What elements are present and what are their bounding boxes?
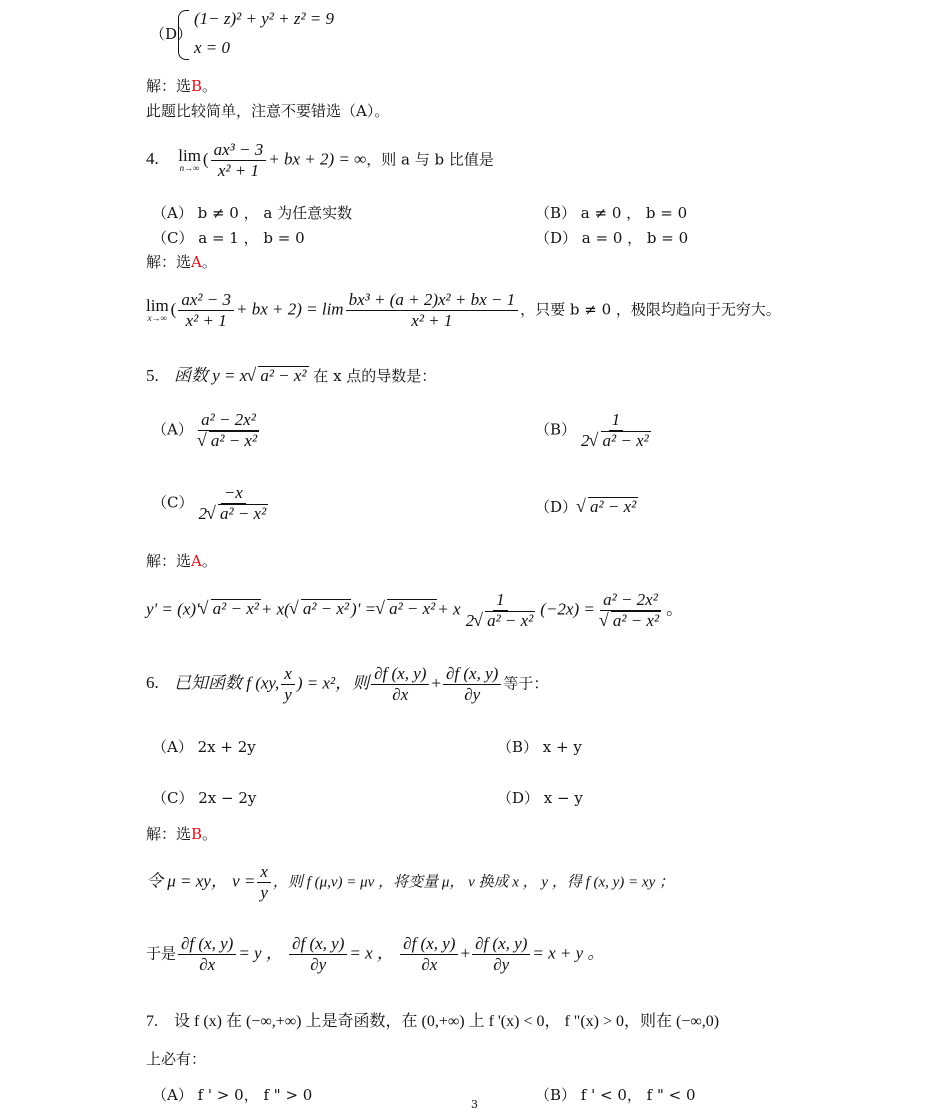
frac-num: ∂f (x, y) — [472, 934, 530, 955]
answer-suffix: 。 — [202, 825, 218, 843]
fraction — [371, 664, 429, 705]
sol-part: + x — [437, 599, 461, 619]
radicand: a² − x² — [212, 599, 259, 619]
q4-stem: 4. lim n→∞ ( $\frac{\text{ax³ − 3}}{\text{x² + 1}}$ + bx + 2) = ∞，则 a 与 b 比值是 — [146, 140, 494, 180]
frac-den: y — [260, 883, 268, 902]
sqrt — [207, 504, 268, 524]
question-number: 5. — [146, 366, 159, 385]
frac-den — [195, 504, 271, 524]
sqrt — [247, 366, 308, 386]
answer-prefix: 解：选 — [146, 77, 192, 95]
sol-part: (−2x) = — [540, 599, 595, 619]
frac-den — [463, 611, 539, 631]
answer-prefix: 解：选 — [146, 253, 192, 271]
sqrt — [590, 431, 651, 451]
radicand: a² − x² — [487, 611, 534, 630]
frac-den: y — [284, 685, 292, 704]
q4-option-c: （C） a = 1 ， b = 0 — [152, 229, 305, 247]
frac-den: ∂y — [493, 955, 510, 974]
sol-pre: 令 μ = xy， ν = — [146, 871, 256, 891]
fraction — [472, 934, 530, 975]
q6-answer — [146, 824, 217, 844]
sqrt — [474, 611, 535, 631]
answer-letter: A — [191, 552, 202, 570]
q7-option-b: （B） f ' < 0， f " < 0 — [535, 1086, 696, 1104]
fraction — [281, 664, 295, 705]
q6-solution-line2 — [146, 934, 604, 975]
frac-num: a² − 2x² — [198, 410, 259, 431]
fraction — [578, 410, 654, 451]
sol-end: 。 — [666, 599, 684, 619]
frac-den: x² + 1 — [411, 311, 453, 330]
q3-note: 此题比较简单，注意不要错选（A）。 — [146, 102, 390, 120]
q5-stem — [146, 366, 436, 386]
fraction — [443, 664, 501, 705]
radicand: a² − x² — [210, 431, 258, 450]
sol-part: )' = — [351, 599, 377, 619]
radicand: a² − x² — [590, 497, 637, 516]
frac-den — [597, 611, 664, 631]
lim-under: x→∞ — [147, 312, 168, 323]
limit-operator — [146, 295, 169, 323]
option-label: （A） — [152, 420, 193, 439]
plus-sign: + — [460, 943, 471, 963]
frac-num: ∂f (x, y) — [443, 664, 501, 685]
answer-suffix: 。 — [201, 552, 217, 570]
q6-stem — [146, 664, 548, 705]
sol-part: + x( — [260, 599, 290, 619]
stem-tail: 在 x 点的导数是： — [308, 367, 437, 385]
radicand: a² − x² — [302, 599, 350, 619]
sol-part: = x + y 。 — [532, 943, 605, 963]
q4-rest: + bx + 2) = ∞ — [268, 149, 367, 169]
q7-stem — [146, 1012, 719, 1032]
sqrt — [600, 611, 661, 631]
option-label: （D） — [535, 498, 578, 516]
fraction — [597, 590, 664, 631]
q4-stem-tail: ，则 a 与 b 比值是 — [366, 150, 494, 169]
fraction — [195, 483, 271, 524]
q4-option-b: （B） a ≠ 0 ， b = 0 — [535, 204, 688, 222]
q5-answer — [146, 551, 217, 571]
stem-text: 设 f (x) 在 (−∞,+∞) 上是奇函数，在 (0,+∞) 上 f '(x) < 0， f "(x) > 0，则在 (−∞,0) — [174, 1013, 720, 1030]
q5-option-a — [152, 410, 264, 451]
frac-num: ∂f (x, y) — [400, 934, 458, 955]
question-number: 7. — [146, 1013, 158, 1030]
frac-den: ∂y — [310, 955, 327, 974]
fraction — [463, 590, 539, 631]
q5-option-b — [535, 410, 656, 451]
frac-num: ax³ − 3 — [211, 140, 267, 161]
radicand: a² − x² — [260, 366, 307, 385]
frac-den: x² + 1 — [217, 161, 259, 180]
sol-mid: + bx + 2) = lim — [235, 299, 344, 319]
sol-tail: ，只要 b ≠ 0 ，极限均趋向于无穷大。 — [520, 300, 781, 319]
answer-suffix: 。 — [202, 77, 218, 95]
frac-num: ∂f (x, y) — [371, 664, 429, 685]
q3-system-eq2: x = 0 — [194, 38, 231, 57]
answer-letter: B — [191, 77, 203, 95]
q6-solution-line1 — [146, 862, 674, 903]
q5-solution — [146, 590, 683, 631]
frac-den: ∂x — [199, 955, 216, 974]
den-pre: 2 — [465, 611, 475, 630]
q7-option-a: （A） f ' > 0， f " > 0 — [152, 1086, 313, 1104]
fraction — [195, 410, 262, 451]
q5-option-c — [152, 483, 273, 524]
sol-tail: ，则 f (μ,ν) = μν ，将变量 μ， ν 换成 x ， y ，得 f (x, y) = xy ； — [272, 874, 674, 891]
page-number: 3 — [471, 1098, 478, 1111]
q4-option-a: （A） b ≠ 0 ， a 为任意实数 — [152, 204, 353, 222]
option-label: （C） — [152, 493, 194, 512]
sqrt — [198, 431, 259, 451]
q6-option-d: （D） x − y — [497, 789, 583, 807]
frac-num: x — [281, 664, 295, 685]
answer-prefix: 解：选 — [146, 825, 192, 843]
q7-stem-line2: 上必有： — [146, 1050, 207, 1068]
frac-num: −x — [221, 483, 246, 504]
frac-den — [578, 431, 654, 451]
q6-option-c: （C） 2x − 2y — [152, 789, 257, 807]
frac-num: ∂f (x, y) — [289, 934, 347, 955]
radicand: a² − x² — [602, 431, 649, 450]
frac-num: ∂f (x, y) — [178, 934, 236, 955]
stem-pre: 函数 y = x — [174, 366, 248, 385]
sol-part: = x ， — [349, 943, 394, 963]
radicand: a² − x² — [389, 599, 436, 619]
fraction — [178, 934, 236, 975]
q4-solution: lim x→∞ ( $\frac{\text{ax² − 3}}{\text{x² + 1}}$ + bx + 2) = lim $\frac{\text{bx³ + (a + 2)x² + bx − 1}}{\text{x² + 1}}$ ，只要 b ≠ 0 ，极限均趋向于无穷大。 — [146, 290, 781, 330]
q3-system-eq1: (1− z)² + y² + z² = 9 — [194, 9, 335, 28]
q6-option-b: （B） x + y — [497, 738, 582, 756]
answer-letter: B — [191, 825, 203, 843]
stem-mid: ) = x²，则 — [296, 673, 370, 693]
fraction — [178, 290, 234, 331]
answer-letter: A — [191, 253, 202, 271]
stem-pre: 已知函数 f (xy, — [174, 673, 280, 693]
frac-den: x² + 1 — [185, 311, 227, 330]
answer-suffix: 。 — [201, 253, 217, 271]
fraction — [400, 934, 458, 975]
radicand: a² − x² — [219, 504, 267, 523]
sol-pre: 于是 — [146, 944, 177, 963]
den-pre: 2 — [581, 431, 590, 450]
q4-option-d: （D） a = 0 ， b = 0 — [535, 229, 689, 247]
frac-num: 1 — [609, 410, 624, 431]
question-number: 6. — [146, 673, 159, 693]
sqrt — [290, 599, 351, 619]
frac-num: bx³ + (a + 2)x² + bx − 1 — [346, 290, 519, 311]
plus-sign: + — [431, 673, 442, 693]
sqrt — [376, 599, 437, 619]
fraction — [346, 290, 519, 331]
sol-part: y' = (x)' — [146, 599, 200, 619]
frac-num: x — [257, 862, 271, 883]
q4-answer — [146, 252, 217, 272]
frac-den: ∂x — [421, 955, 438, 974]
q3-option-d-label: （D） — [150, 25, 193, 43]
lim-text: lim — [146, 295, 169, 315]
stem-tail: 等于： — [503, 674, 549, 693]
option-label: （B） — [535, 420, 577, 439]
fraction — [289, 934, 347, 975]
question-number: 4. — [146, 149, 159, 169]
den-pre: 2 — [198, 504, 207, 523]
limit-operator — [178, 145, 201, 173]
sol-part: = y ， — [238, 943, 283, 963]
fraction — [211, 140, 267, 181]
frac-num: ax² − 3 — [178, 290, 234, 311]
lim-text: lim — [178, 145, 201, 165]
q3-answer — [146, 76, 217, 96]
frac-den: ∂y — [464, 685, 481, 704]
q3-system-brace — [178, 10, 189, 60]
answer-prefix: 解：选 — [146, 552, 192, 570]
frac-den: ∂x — [392, 685, 409, 704]
frac-den — [195, 431, 262, 451]
fraction — [257, 862, 271, 903]
sqrt — [577, 497, 638, 517]
sqrt — [200, 599, 261, 619]
radicand: a² − x² — [612, 611, 660, 630]
q5-option-d — [535, 496, 638, 517]
frac-num: 1 — [493, 590, 508, 611]
frac-num: a² − 2x² — [600, 590, 661, 611]
lim-under: n→∞ — [179, 162, 200, 173]
q6-option-a: （A） 2x + 2y — [152, 738, 256, 756]
